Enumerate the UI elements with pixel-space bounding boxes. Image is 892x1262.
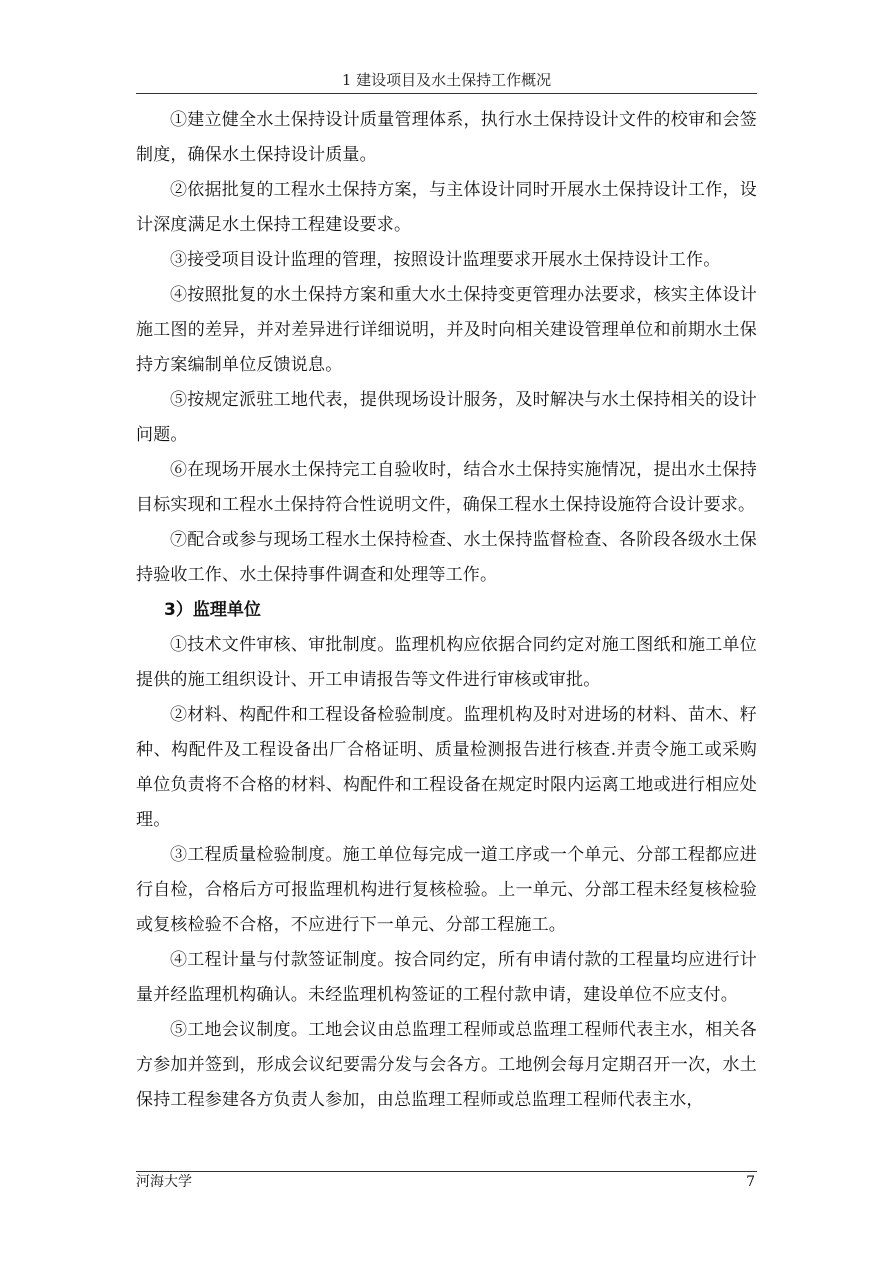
section-heading: 3）监理单位	[164, 600, 261, 620]
header-rule	[136, 93, 757, 94]
footer-institution: 河海大学	[136, 1174, 192, 1190]
paragraph-design-3: ③接受项目设计监理的管理，按照设计监理要求开展水土保持设计工作。	[170, 250, 721, 270]
paragraph-supervision-4: ④工程计量与付款签证制度。按合同约定，所有申请付款的工程量均应进行计量并经监理机构确认。未经监理机构签证的工程付款申请，建设单位不应支付。	[136, 950, 757, 1005]
paragraph-design-5: ⑤按规定派驻工地代表，提供现场设计服务，及时解决与水土保持相关的设计问题。	[136, 390, 757, 445]
paragraph-supervision-3: ③工程质量检验制度。施工单位每完成一道工序或一个单元、分部工程都应进行自检，合格后方可报监理机构进行复核检验。上一单元、分部工程未经复核检验或复核检验不合格，不应进行下一单元、分部工程施工。	[136, 845, 757, 935]
paragraph-supervision-2: ②材料、构配件和工程设备检验制度。监理机构及时对进场的材料、苗木、籽种、构配件及工程设备出厂合格证明、质量检测报告进行核查.并责令施工或采购单位负责将不合格的材料、构配件和工程设备在规定时限内运离工地或进行相应处理。	[136, 705, 757, 830]
paragraph-design-2: ②依据批复的工程水土保持方案，与主体设计同时开展水土保持设计工作，设计深度满足水土保持工程建设要求。	[136, 180, 757, 235]
paragraph-supervision-5: ⑤工地会议制度。工地会议由总监理工程师或总监理工程师代表主水，相关各方参加并签到，形成会议纪要需分发与会各方。工地例会每月定期召开一次，水土保持工程参建各方负责人参加，由总监理工程师或总监理工程师代表主水，	[136, 1020, 757, 1110]
paragraph-design-1: ①建立健全水土保持设计质量管理体系，执行水土保持设计文件的校审和会签制度，确保水土保持设计质量。	[136, 110, 757, 165]
paragraph-design-7: ⑦配合或参与现场工程水土保持检查、水土保持监督检查、各阶段各级水土保持验收工作、水土保持事件调查和处理等工作。	[136, 530, 757, 585]
running-header: 1 建设项目及水土保持工作概况	[341, 71, 552, 89]
paragraph-design-4: ④按照批复的水土保持方案和重大水土保持变更管理办法要求，核实主体设计施工图的差异，并对差异进行详细说明，并及时向相关建设管理单位和前期水土保持方案编制单位反馈说息。	[136, 285, 757, 375]
page-body	[136, 103, 757, 1118]
paragraph-supervision-1: ①技术文件审核、审批制度。监理机构应依据合同约定对施工图纸和施工单位提供的施工组织设计、开工申请报告等文件进行审核或审批。	[136, 635, 757, 690]
paragraph-design-6: ⑥在现场开展水土保持完工自验收时，结合水土保持实施情况，提出水土保持目标实现和工程水土保持符合性说明文件，确保工程水土保持设施符合设计要求。	[136, 460, 757, 515]
page-number: 7	[746, 1174, 755, 1190]
footer-rule	[136, 1171, 757, 1172]
